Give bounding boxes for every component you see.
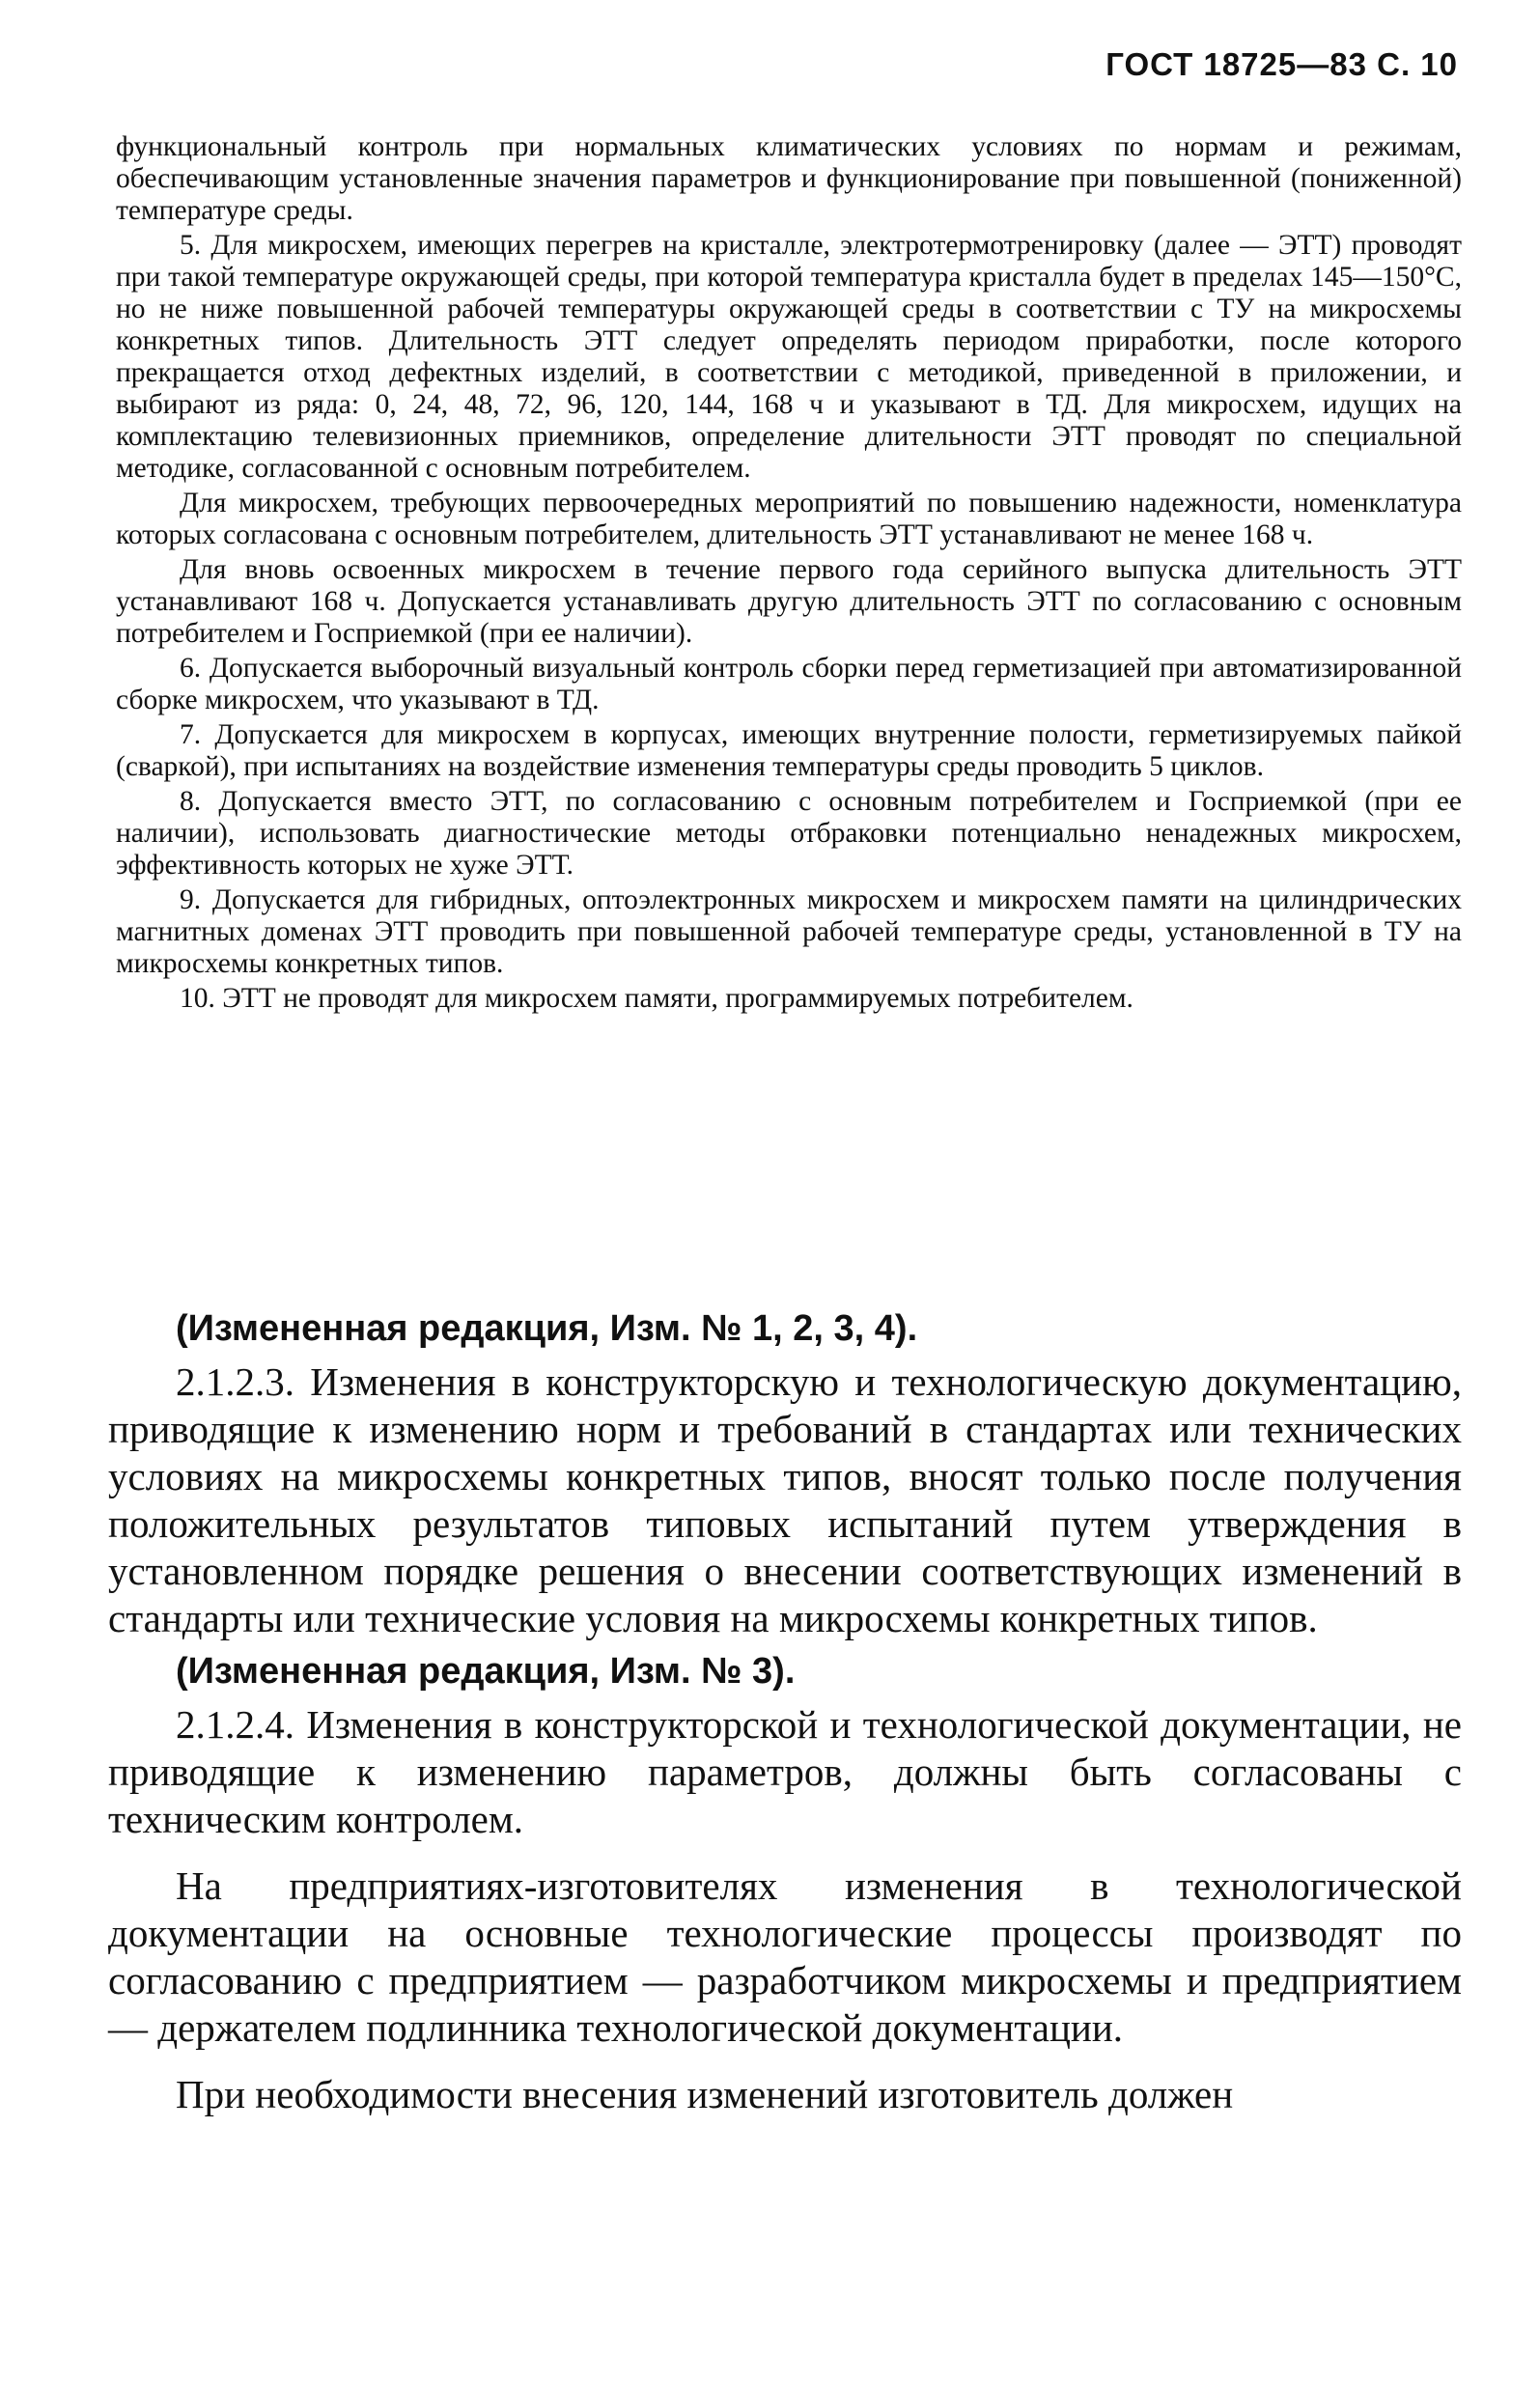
main-text-section bbox=[108, 1305, 1462, 2124]
paragraph-item-8: 8. Допускается вместо ЭТТ, по согласованию с основным потребителем и Госприемкой (при ее наличии), использовать диагностические методы отбраковки потенциально ненадежных микросхем, эффективность которых не хуже ЭТТ. bbox=[116, 786, 1462, 881]
paragraph-item-10: 10. ЭТТ не проводят для микросхем памяти, программируемых потребителем. bbox=[180, 983, 1133, 1014]
paragraph-manufacturers: На предприятиях-изготовителях изменения в технологической документации на основные технологические процессы производят по согласованию с предприятием — разработчиком микросхемы и предприятием — держателем подлинника технологической документации. bbox=[108, 1863, 1462, 2050]
paragraph-2-1-2-4: 2.1.2.4. Изменения в конструкторской и технологической документации, не приводящие к изменению параметров, должны быть согласованы с техническим контролем. bbox=[108, 1702, 1462, 1841]
paragraph-functional-control: функциональный контроль при нормальных климатических условиях по нормам и режимам, обеспечивающим установленные значения параметров и функционирование при повышенной (пониженной) температуре среды. bbox=[116, 131, 1462, 226]
amendment-note-1: (Измененная редакция, Изм. № 1, 2, 3, 4). bbox=[176, 1308, 918, 1349]
paragraph-item-6: 6. Допускается выборочный визуальный контроль сборки перед герметизацией при автоматизированной сборке микросхем, что указывают в ТД. bbox=[116, 653, 1462, 715]
paragraph-reliability: Для микросхем, требующих первоочередных мероприятий по повышению надежности, номенклатура которых согласована с основным потребителем, длительность ЭТТ устанавливают не менее 168 ч. bbox=[116, 488, 1462, 550]
paragraph-2-1-2-3: 2.1.2.3. Изменения в конструкторскую и технологическую документацию, приводящие к изменению норм и требований в стандартах или технических условиях на микросхемы конкретных типов, вносят только после получения положительных результатов типовых испытаний путем утверждения в установленном порядке решения о внесении соответствующих изменений в стандарты или технические условия на микросхемы конкретных типов. bbox=[108, 1359, 1462, 1640]
page-header: ГОСТ 18725—83 С. 10 bbox=[1105, 46, 1458, 82]
paragraph-item-7: 7. Допускается для микросхем в корпусах, имеющих внутренние полости, герметизируемых пайкой (сваркой), при испытаниях на воздействие изменения температуры среды проводить 5 циклов. bbox=[116, 719, 1462, 782]
paragraph-new-products: Для вновь освоенных микросхем в течение первого года серийного выпуска длительность ЭТТ устанавливают 168 ч. Допускается устанавливать другую длительность ЭТТ по согласованию с основным потребителем и Госприемкой (при ее наличии). bbox=[116, 554, 1462, 649]
paragraph-item-9: 9. Допускается для гибридных, оптоэлектронных микросхем и микросхем памяти на цилиндрических магнитных доменах ЭТТ проводить при повышенной рабочей температуре среды, установленной в ТУ на микросхемы конкретных типов. bbox=[116, 884, 1462, 979]
small-print-section bbox=[116, 131, 1462, 1018]
amendment-note-2: (Измененная редакция, Изм. № 3). bbox=[176, 1651, 796, 1692]
paragraph-last: При необходимости внесения изменений изготовитель должен bbox=[176, 2072, 1234, 2116]
paragraph-item-5: 5. Для микросхем, имеющих перегрев на кристалле, электротермотренировку (далее — ЭТТ) проводят при такой температуре окружающей среды, при которой температура кристалла будет в пределах 145—150°С, но не ниже повышенной рабочей температуры окружающей среды в соответствии с ТУ на микросхемы конкретных типов. Длительность ЭТТ следует определять периодом приработки, после которого прекращается отход дефектных изделий, в соответствии с методикой, приведенной в приложении, и выбирают из ряда: 0, 24, 48, 72, 96, 120, 144, 168 ч и указывают в ТД. Для микросхем, идущих на комплектацию телевизионных приемников, определение длительности ЭТТ проводят по специальной методике, согласованной с основным потребителем. bbox=[116, 230, 1462, 484]
